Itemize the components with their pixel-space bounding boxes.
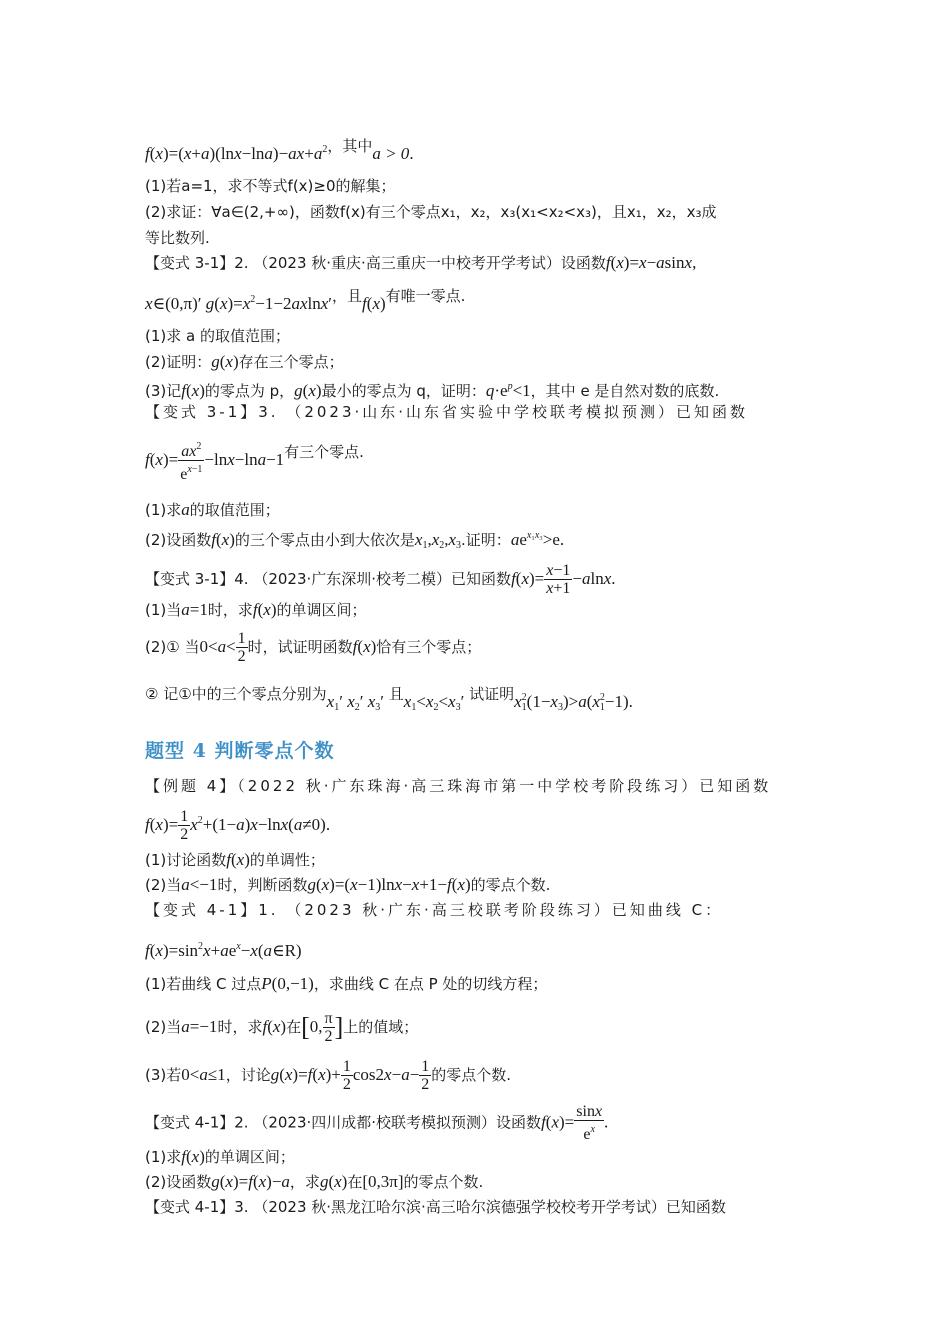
text: (2)证明： [145, 353, 212, 371]
math-expression: f(x)= [511, 569, 545, 588]
math-expression: a=1 [181, 600, 208, 619]
text: 的取值范围； [189, 501, 280, 519]
math-expression: 0<a≤1 [181, 1065, 226, 1084]
variant-3-1-2-def [145, 287, 466, 314]
question-2-2 [145, 680, 633, 713]
text: (1)当 [145, 601, 182, 619]
math-expression: . [604, 1112, 609, 1132]
example-4-def [145, 808, 330, 843]
question-1: (1)求 a 的取值范围； [145, 327, 290, 345]
text: (2)设函数 [145, 1173, 212, 1191]
math-expression: P(0,−1) [261, 974, 314, 993]
math-expression: a<−1 [181, 875, 218, 894]
math-expression: cos2x−a− [352, 1065, 420, 1084]
math-expression: 0<a< [199, 637, 236, 656]
text: 的零点为 p， [204, 382, 295, 400]
fraction: $\frac{\pi}{2}$ [324, 1010, 333, 1045]
math-expression: f(x) [252, 600, 277, 619]
math-expression: f(x) [262, 1017, 287, 1036]
math-expression: $x_1^2(1-x_3)>a(x_1^2-1)$. [514, 692, 633, 713]
variant-3-1-4-title [145, 562, 616, 597]
text: 的零点个数. [470, 876, 551, 894]
text: 有唯一零点. [385, 287, 466, 305]
math-expression: f(x)= [541, 1112, 575, 1132]
math-expression: g(x)=f(x)+ [270, 1065, 341, 1084]
text: (2)① 当 [145, 638, 200, 656]
section-heading: 题型 4 判断零点个数 [145, 740, 335, 762]
math-expression: g(x) [319, 1172, 348, 1191]
text: ，求 [289, 1173, 320, 1191]
text: 存在三个零点； [238, 353, 344, 371]
variant-4-1-3-title: 【变式 4-1】3. （2023 秋·黑龙江哈尔滨·高三哈尔滨德强学校校考开学考试）已知函数 [145, 1198, 726, 1216]
variant-4-1-1-def [145, 937, 302, 961]
fraction: $\frac{1}{2}$ [237, 630, 246, 665]
question-3 [145, 377, 719, 401]
question-2 [145, 526, 564, 556]
text: 时，求 [217, 1018, 263, 1036]
text: 在 [286, 1018, 302, 1036]
math-expression: f(x) [226, 850, 250, 869]
question-3 [145, 1058, 511, 1093]
bracket: [ [301, 1012, 310, 1042]
math-expression: f(x) [352, 637, 377, 656]
text: 恰有三个零点； [376, 638, 482, 656]
fraction: $\frac{1}{2}$ [342, 1058, 351, 1093]
example-4-title: 【例题 4】（2022 秋·广东珠海·高三珠海市第一中学校考阶段练习）已知函数 [145, 777, 772, 795]
math-expression: $f(x)=(x+a)(\ln x-\ln a)-ax+a^2$ [145, 144, 328, 163]
question-1 [145, 850, 325, 870]
math-expression: $q\cdot e^p<1$ [485, 381, 531, 400]
text: .证明： [461, 531, 511, 549]
function-definition-line [145, 137, 414, 164]
question-2 [145, 1010, 418, 1045]
fraction: $\frac{ax^2}{e^{x-1}}$ [178, 438, 204, 483]
text: 试证明 [469, 685, 515, 703]
text: 上的值域； [343, 1018, 419, 1036]
text: ，且 [332, 287, 363, 305]
text: ，其中 [327, 137, 373, 155]
math-expression: f(x)=x−asinx, [605, 253, 697, 272]
question-1 [145, 1147, 295, 1167]
math-expression: f(x) [181, 381, 205, 400]
question-2 [145, 352, 344, 372]
math-expression: −lnx−lna−1 [204, 450, 285, 469]
math-expression: a=−1 [181, 1017, 218, 1036]
math-expression: f(x) [211, 530, 235, 549]
text: ，其中 e 是自然对数的底数. [530, 382, 720, 400]
text: 的单调区间； [276, 601, 367, 619]
math-expression: $x_1<x_2<x_3'$ [403, 692, 465, 713]
text: (2)当 [145, 1018, 182, 1036]
math-expression: [0,3π] [362, 1172, 404, 1191]
math-expression: g(x)=f(x)−a [211, 1172, 290, 1191]
math-expression: g(x)=(x−1)lnx−x+1−f(x) [307, 875, 471, 894]
text: (3)若 [145, 1066, 182, 1084]
math-expression: −alnx. [572, 569, 616, 588]
text: 时，求 [207, 601, 253, 619]
math-expression: f(x) [181, 1147, 205, 1166]
question-2-cont: 等比数列. [145, 229, 210, 247]
text: (1)求 [145, 501, 182, 519]
text: ，讨论 [225, 1066, 271, 1084]
math-expression: f(x)= [145, 815, 179, 834]
variant-3-1-3-def [145, 438, 364, 483]
text: ② 记①中的三个零点分别为 [145, 685, 327, 703]
text: (3)记 [145, 382, 182, 400]
text: 在 [347, 1173, 363, 1191]
text: 最小的零点为 q，证明： [321, 382, 486, 400]
text: (1)讨论函数 [145, 851, 227, 869]
variant-4-1-2-title [145, 1103, 608, 1143]
question-1 [145, 600, 367, 620]
text: 的三个零点由小到大依次是 [234, 531, 415, 549]
fraction: $\frac{1}{2}$ [180, 808, 189, 843]
variant-4-1-1-title: 【变式 4-1】1. （2023 秋·广东·高三校联考阶段练习）已知曲线 C： [145, 901, 724, 919]
variant-3-1-2-title [145, 253, 696, 273]
text: 且 [388, 685, 404, 703]
text: 【变式 3-1】2. （2023 秋·重庆·高三重庆一中校考开学考试）设函数 [145, 254, 606, 272]
fraction: $\frac{1}{2}$ [421, 1058, 430, 1093]
math-expression: x∈(0,π)′ $g(x)=x^2-1-2axlnx'$ [145, 294, 333, 313]
text: 的零点个数. [431, 1066, 512, 1084]
math-expression: g(x) [211, 352, 239, 371]
variant-3-1-3-title: 【变式 3-1】3. （2023·山东·山东省实验中学校联考模拟预测）已知函数 [145, 403, 749, 421]
math-expression: 0, [309, 1017, 323, 1036]
math-expression: $ae^{x_1x_3}>e$. [510, 530, 565, 549]
text: (1)若曲线 C 过点 [145, 975, 262, 993]
text: 的零点个数. [403, 1173, 484, 1191]
text: 有三个零点. [284, 443, 364, 461]
text: 【变式 3-1】4. （2023·广东深圳·校考二模）已知函数 [145, 570, 512, 588]
text: (2)当 [145, 876, 182, 894]
question-2 [145, 875, 550, 895]
math-expression: g(x) [294, 381, 322, 400]
text: ，求曲线 C 在点 P 处的切线方程； [313, 975, 548, 993]
fraction: $\frac{\sin x}{e^x}$ [576, 1103, 603, 1143]
bracket: ] [334, 1012, 344, 1042]
text: 的单调性； [249, 851, 325, 869]
math-expression: a [181, 500, 190, 519]
math-expression: $x^2+(1-a)x-\ln x(a\ne 0)$. [190, 815, 331, 834]
question-1: (1)若a=1，求不等式f(x)≥0的解集； [145, 177, 396, 195]
text: (2)设函数 [145, 531, 212, 549]
text: 时，试证明函数 [247, 638, 353, 656]
question-1 [145, 974, 547, 994]
text: 【变式 4-1】2. （2023·四川成都·校联考模拟预测）设函数 [145, 1113, 542, 1132]
text: (1)求 [145, 1148, 182, 1166]
math-expression: $x_1,x_2,x_3$ [414, 530, 462, 551]
condition: a > 0. [372, 144, 414, 163]
math-expression: $x_1'$ $x_2'$ $x_3'$ [326, 692, 384, 713]
question-1 [145, 500, 280, 520]
math-expression: f(x)= [145, 450, 179, 469]
question-2-1 [145, 630, 481, 665]
question-2 [145, 1172, 483, 1192]
text: 的单调区间； [204, 1148, 295, 1166]
math-expression: $f(x)=\sin^2x+ae^x-x(a\in R)$ [145, 941, 302, 960]
text: 时，判断函数 [217, 876, 308, 894]
fraction: $\frac{x-1}{x+1}$ [546, 562, 571, 597]
question-2: (2)求证：∀a∈(2,+∞)，函数f(x)有三个零点x₁，x₂，x₃(x₁<x₂<x₃)，且x₁，x₂，x₃成 [145, 203, 717, 221]
math-expression: f(x) [362, 294, 386, 313]
